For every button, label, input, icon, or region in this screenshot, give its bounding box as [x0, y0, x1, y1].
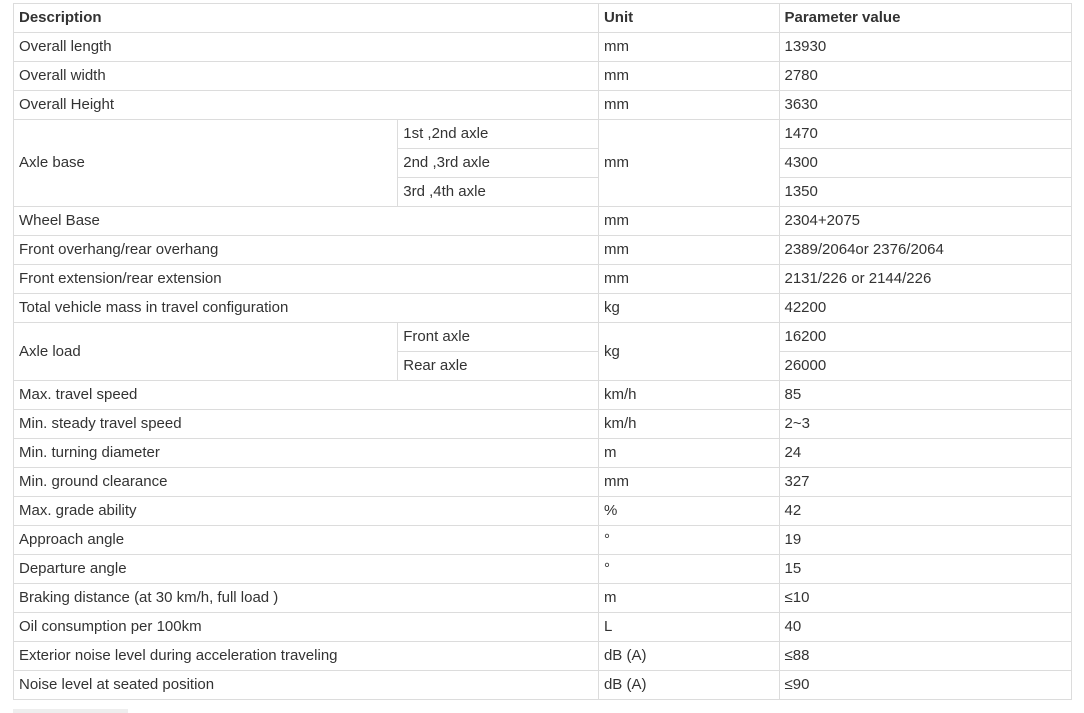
row-unit: mm — [598, 265, 779, 294]
table-row — [14, 265, 1072, 294]
row-value: 2~3 — [779, 410, 1072, 439]
row-unit: mm — [598, 33, 779, 62]
row-value: 40 — [779, 613, 1072, 642]
header-description: Description — [14, 4, 599, 33]
table-row — [14, 439, 1072, 468]
row-description: Total vehicle mass in travel configuration — [14, 294, 599, 323]
row-description: Overall width — [14, 62, 599, 91]
row-description: Overall Height — [14, 91, 599, 120]
table-row — [14, 642, 1072, 671]
spec-table — [13, 3, 1072, 700]
table-row — [14, 207, 1072, 236]
row-description: Wheel Base — [14, 207, 599, 236]
row-description: Exterior noise level during acceleration traveling — [14, 642, 599, 671]
row-description: Min. turning diameter — [14, 439, 599, 468]
table-row — [14, 410, 1072, 439]
row-sub-label: 2nd ,3rd axle — [398, 149, 599, 178]
row-unit: kg — [598, 323, 779, 381]
scrollbar-track[interactable] — [13, 709, 128, 713]
table-row — [14, 613, 1072, 642]
row-value: 2131/226 or 2144/226 — [779, 265, 1072, 294]
row-unit: kg — [598, 294, 779, 323]
table-row — [14, 497, 1072, 526]
table-row — [14, 381, 1072, 410]
row-unit: L — [598, 613, 779, 642]
row-description: Approach angle — [14, 526, 599, 555]
row-value: 15 — [779, 555, 1072, 584]
header-parameter-value: Parameter value — [779, 4, 1072, 33]
row-unit: ° — [598, 555, 779, 584]
header-unit: Unit — [598, 4, 779, 33]
table-row — [14, 555, 1072, 584]
row-description: Axle base — [14, 120, 398, 207]
row-value: 42200 — [779, 294, 1072, 323]
row-sub-label: 1st ,2nd axle — [398, 120, 599, 149]
row-unit: m — [598, 584, 779, 613]
row-unit: km/h — [598, 410, 779, 439]
row-value: 2780 — [779, 62, 1072, 91]
table-row — [14, 33, 1072, 62]
row-value: 2389/2064or 2376/2064 — [779, 236, 1072, 265]
row-description: Oil consumption per 100km — [14, 613, 599, 642]
row-description: Front overhang/rear overhang — [14, 236, 599, 265]
row-sub-label: Rear axle — [398, 352, 599, 381]
row-unit: m — [598, 439, 779, 468]
row-description: Max. travel speed — [14, 381, 599, 410]
row-description: Braking distance (at 30 km/h, full load ) — [14, 584, 599, 613]
row-description: Overall length — [14, 33, 599, 62]
row-value: ≤88 — [779, 642, 1072, 671]
row-unit: mm — [598, 236, 779, 265]
table-row — [14, 62, 1072, 91]
row-unit: dB (A) — [598, 671, 779, 700]
row-unit: km/h — [598, 381, 779, 410]
table-row — [14, 584, 1072, 613]
row-sub-label: Front axle — [398, 323, 599, 352]
row-value: 13930 — [779, 33, 1072, 62]
row-value: 24 — [779, 439, 1072, 468]
table-row — [14, 526, 1072, 555]
row-value: 1350 — [779, 178, 1072, 207]
row-unit: dB (A) — [598, 642, 779, 671]
row-unit: % — [598, 497, 779, 526]
row-description: Front extension/rear extension — [14, 265, 599, 294]
row-value: ≤10 — [779, 584, 1072, 613]
row-value: 16200 — [779, 323, 1072, 352]
table-row — [14, 294, 1072, 323]
row-value: 26000 — [779, 352, 1072, 381]
table-header-row — [14, 4, 1072, 33]
row-value: 327 — [779, 468, 1072, 497]
row-description: Axle load — [14, 323, 398, 381]
row-value: ≤90 — [779, 671, 1072, 700]
row-value: 1470 — [779, 120, 1072, 149]
row-value: 42 — [779, 497, 1072, 526]
row-description: Noise level at seated position — [14, 671, 599, 700]
row-description: Max. grade ability — [14, 497, 599, 526]
row-unit: mm — [598, 207, 779, 236]
table-row — [14, 236, 1072, 265]
row-value: 4300 — [779, 149, 1072, 178]
row-description: Min. steady travel speed — [14, 410, 599, 439]
table-row — [14, 671, 1072, 700]
table-row — [14, 91, 1072, 120]
row-value: 3630 — [779, 91, 1072, 120]
table-row — [14, 323, 1072, 352]
row-unit: mm — [598, 62, 779, 91]
row-unit: mm — [598, 91, 779, 120]
row-value: 19 — [779, 526, 1072, 555]
table-row — [14, 468, 1072, 497]
row-value: 85 — [779, 381, 1072, 410]
row-unit: ° — [598, 526, 779, 555]
row-unit: mm — [598, 468, 779, 497]
row-description: Min. ground clearance — [14, 468, 599, 497]
row-description: Departure angle — [14, 555, 599, 584]
row-unit: mm — [598, 120, 779, 207]
row-sub-label: 3rd ,4th axle — [398, 178, 599, 207]
table-row — [14, 120, 1072, 149]
row-value: 2304+2075 — [779, 207, 1072, 236]
